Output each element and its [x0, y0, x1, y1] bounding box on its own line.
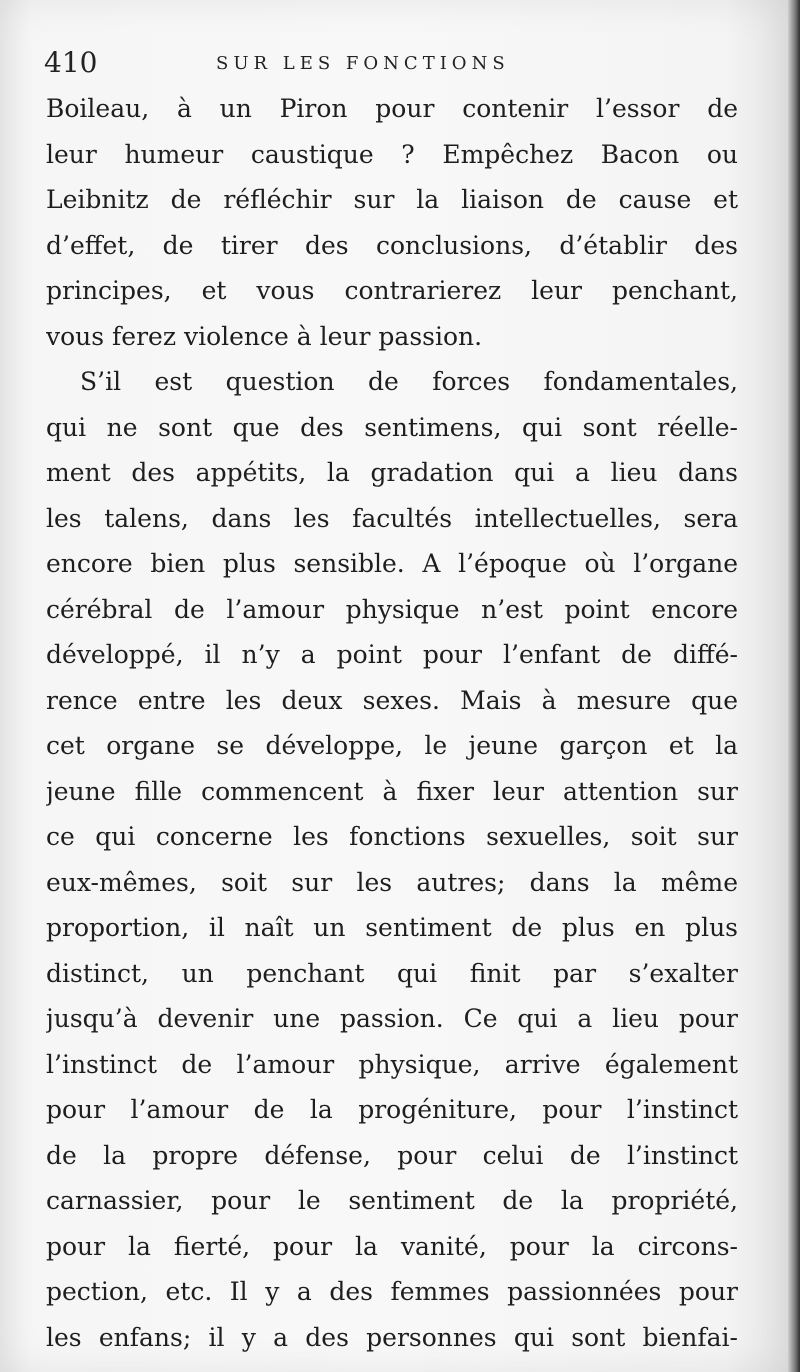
running-head: SUR LES FONCTIONS [216, 53, 510, 74]
text-line: qui ne sont que des sentimens, qui sont réelle- [46, 412, 738, 442]
text-line: ce qui concerne les fonctions sexuelles, soit sur [46, 822, 738, 851]
text-line: les talens, dans les facultés intellectuelles, sera [46, 503, 738, 533]
page-header [44, 46, 744, 80]
text-line: principes, et vous contrarierez leur penchant, [46, 276, 738, 305]
text-line: eux-mêmes, soit sur les autres; dans la même [46, 867, 738, 897]
text-line: d’effet, de tirer des conclusions, d’établir des [46, 230, 738, 260]
text-line: carnassier, pour le sentiment de la propriété, [46, 1186, 738, 1215]
text-line: rence entre les deux sexes. Mais à mesure que [46, 685, 738, 715]
text-line: développé, il n’y a point pour l’enfant de diffé- [46, 640, 738, 669]
text-line: proportion, il naît un sentiment de plus en plus [46, 913, 738, 942]
text-line: de la propre défense, pour celui de l’instinct [46, 1140, 738, 1170]
text-line: pour l’amour de la progéniture, pour l’instinct [46, 1095, 738, 1124]
text-line: encore bien plus sensible. A l’époque où l’organe [46, 549, 738, 578]
page-edge-shadow [788, 0, 800, 1372]
text-line: pection, etc. Il y a des femmes passionnées pour [46, 1277, 738, 1306]
text-line: cet organe se développe, le jeune garçon et la [46, 731, 738, 760]
body-text [46, 86, 738, 1360]
page-number: 410 [44, 46, 98, 79]
text-line: leur humeur caustique ? Empêchez Bacon ou [46, 139, 738, 169]
text-line: S’il est question de forces fondamentales, [80, 367, 738, 396]
text-line: cérébral de l’amour physique n’est point encore [46, 594, 738, 624]
text-line: jusqu’à devenir une passion. Ce qui a lieu pour [46, 1004, 738, 1033]
text-line: pour la fierté, pour la vanité, pour la circons- [46, 1231, 738, 1261]
text-line: ment des appétits, la gradation qui a lieu dans [46, 458, 738, 487]
text-line: vous ferez violence à leur passion. [46, 321, 483, 351]
text-line: l’instinct de l’amour physique, arrive également [46, 1049, 738, 1079]
text-line: jeune fille commencent à fixer leur attention sur [46, 776, 738, 806]
text-line: Leibnitz de réfléchir sur la liaison de cause et [46, 185, 738, 214]
text-line: les enfans; il y a des personnes qui sont bienfai- [46, 1322, 738, 1352]
text-line: distinct, un penchant qui finit par s’exalter [46, 958, 738, 988]
text-line: Boileau, à un Piron pour contenir l’essor de [46, 94, 738, 123]
